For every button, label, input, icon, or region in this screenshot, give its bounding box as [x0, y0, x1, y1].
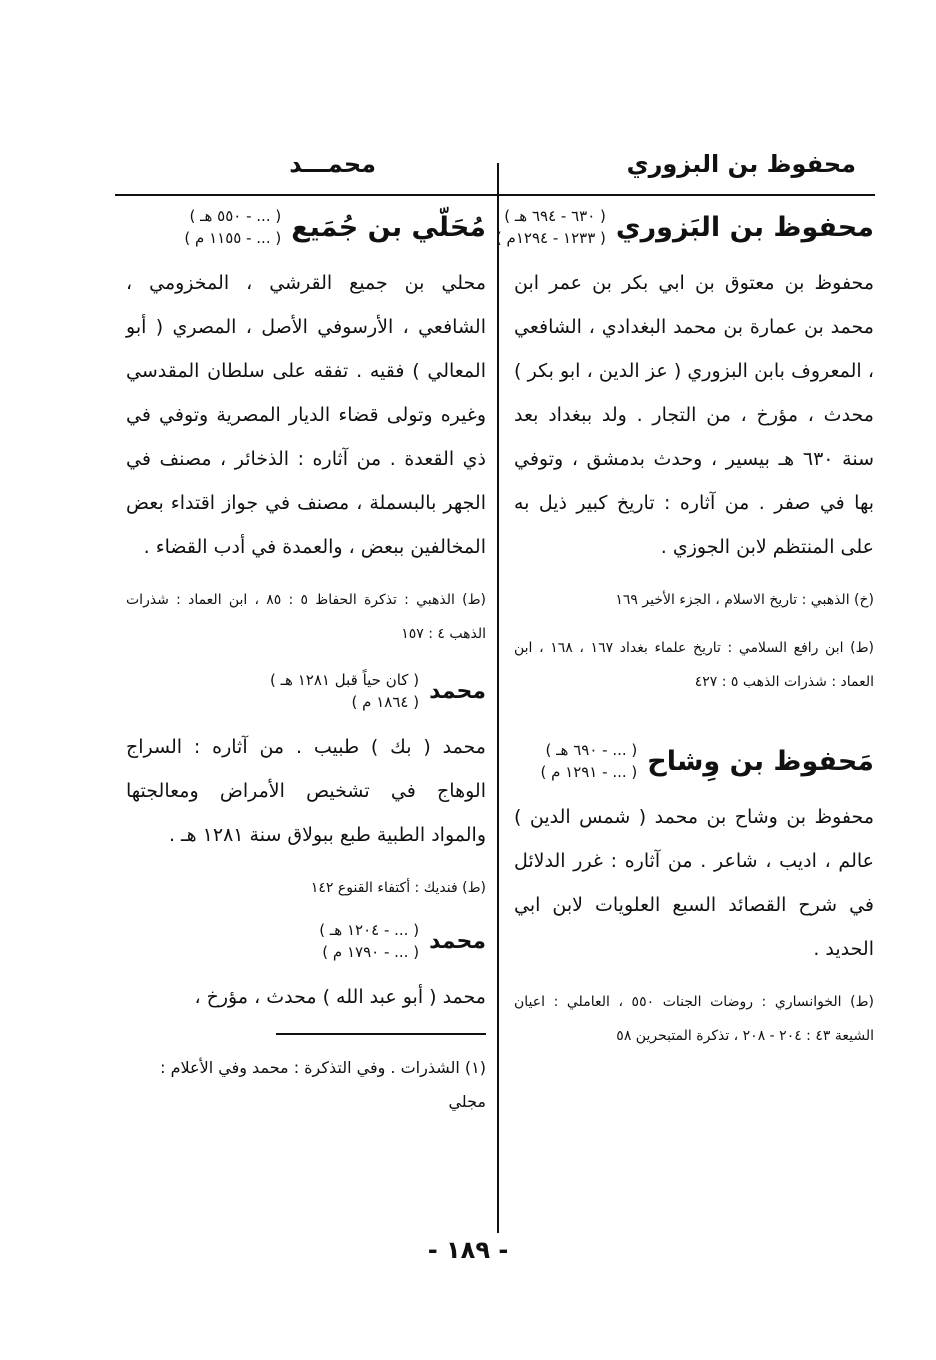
entry-muhammad-abu-abdallah — [126, 919, 486, 1019]
entry-name: محفوظ بن البَزوري — [615, 211, 874, 243]
running-head-right: محفوظ بن البزوري — [626, 150, 856, 178]
entry-heading — [126, 669, 486, 713]
entry-reference: (ط) ابن رافع السلامي : تاريخ علماء بغداد ١٦٧ ، ١٦٨ ، ابن العماد : شذرات الذهب ٥ : ٤٢٧ — [514, 640, 874, 690]
entry-reference: (ط) الذهبي : تذكرة الحفاظ ٥ : ٨٥ ، ابن العماد : شذرات الذهب ٤ : ١٥٧ — [126, 592, 486, 642]
entry-body: محفوظ بن معتوق بن ابي بكر بن عمر ابن محمد بن عمارة بن محمد البغدادي ، الشافعي ، المعروف بابن البزوري ( عز الدين ، ابو بكر ) محدث ، مؤرخ ، من التجار . ولد ببغداد بعد سنة ٦٣٠ هـ بيسير ، وحدث بدمشق ، وتوفي بها في صفر . من آثاره : تاريخ كبير ذيل به على المنتظم لابن الجوزي . — [514, 272, 874, 558]
hijri-dates: ( ... - ١٢٠٤ هـ ) — [319, 921, 420, 939]
entry-reference: (خ) الذهبي : تاريخ الاسلام ، الجزء الأخير ١٦٩ — [615, 592, 874, 608]
entry-name: محمد — [429, 678, 486, 704]
hijri-dates: ( ٦٣٠ - ٦٩٤ هـ ) — [504, 207, 606, 225]
entry-dates — [319, 919, 419, 963]
entry-name: مُحَلّي بن جُمَيع — [291, 211, 486, 243]
entry-dates — [540, 739, 637, 783]
hijri-dates: ( كان حياً قبل ١٢٨١ هـ ) — [270, 671, 420, 689]
entry-body: محمد ( أبو عبد الله ) محدث ، مؤرخ ، — [194, 986, 486, 1008]
left-column — [126, 205, 486, 1135]
hijri-dates: ( ... - ٦٩٠ هـ ) — [545, 741, 638, 759]
entry-body: محمد ( بك ) طبيب . من آثاره : السراج الوهاج في تشخيص الأمراض ومعالجتها والمواد الطبية طبع ببولاق سنة ١٢٨١ هـ . — [126, 736, 486, 846]
entry-heading — [126, 919, 486, 963]
entry-dates — [270, 669, 419, 713]
entry-muhammad-bek — [126, 669, 486, 905]
entry-heading — [126, 205, 486, 249]
page-number: - ١٨٩ - — [427, 1236, 509, 1264]
entry-muhalli-jumai — [126, 205, 486, 651]
footnote: (١) الشذرات . وفي التذكرة : محمد وفي الأعلام : مجلي — [160, 1058, 486, 1111]
entry-mahfuz-wishah — [514, 739, 874, 1053]
gregorian-dates: ( ١٨٦٤ م ) — [351, 693, 420, 711]
entry-name: مَحفوظ بن وِشاح — [647, 745, 874, 777]
entry-mahfuz-bazuri — [495, 205, 874, 699]
hijri-dates: ( ... - ٥٥٠ هـ ) — [189, 207, 282, 225]
entry-heading — [514, 739, 874, 783]
entry-body: محفوظ بن وشاح بن محمد ( شمس الدين ) عالم ، اديب ، شاعر . من آثاره : غرر الدلائل في شرح القصائد السبع العلويات لابن ابي الحديد . — [514, 806, 874, 960]
entry-reference: (ط) الخوانساري : روضات الجنات ٥٥٠ ، العاملي : اعيان الشيعة ٤٣ : ٢٠٤ - ٢٠٨ ، تذكرة المتبحرين ٥٨ — [514, 994, 874, 1044]
entry-dates — [496, 205, 606, 249]
gregorian-dates: ( ... - ١١٥٥ م ) — [184, 229, 282, 247]
gregorian-dates: ( ... - ١٧٩٠ م ) — [322, 943, 420, 961]
header-rule — [115, 194, 875, 196]
gregorian-dates: ( ... - ١٢٩١ م ) — [540, 763, 638, 781]
footnote-rule — [276, 1033, 486, 1035]
running-head-left: محمـــد — [289, 150, 376, 178]
entry-reference: (ط) فنديك : أكتفاء القنوع ١٤٢ — [310, 880, 486, 896]
entry-dates — [184, 205, 281, 249]
entry-heading — [495, 205, 874, 249]
gregorian-dates: ( ١٢٣٣ - ١٢٩٤م ) — [495, 229, 606, 247]
column-divider — [497, 163, 499, 1233]
entry-body: محلي بن جميع القرشي ، المخزومي ، الشافعي ، الأرسوفي الأصل ، المصري ( أبو المعالي ) فقيه . تفقه على سلطان المقدسي وغيره وتولى قضاء الديار المصرية وتوفي في ذي القعدة . من آثاره : الذخائر ، مصنف في الجهر بالبسملة ، مصنف في جواز اقتداء بعض المخالفين ببعض ، والعمدة في أدب القضاء . — [126, 272, 486, 558]
right-column — [495, 205, 874, 1067]
entry-name: محمد — [429, 928, 486, 954]
